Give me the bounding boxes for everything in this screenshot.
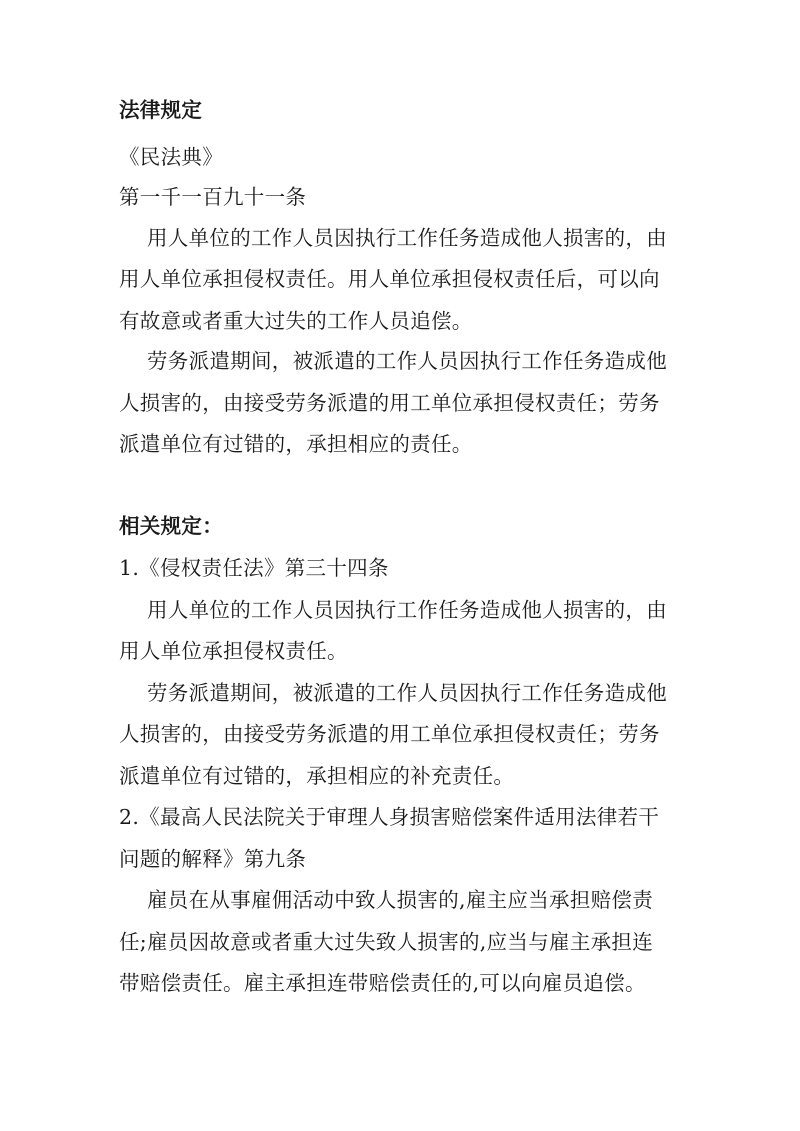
paragraph-line: 用人单位承担侵权责任。 bbox=[119, 639, 348, 663]
article-number: 第一千一百九十一条 bbox=[119, 185, 307, 209]
paragraph-line: 派遣单位有过错的，承担相应的责任。 bbox=[119, 432, 473, 456]
section-heading-legal-provisions: 法律规定 bbox=[119, 98, 203, 122]
item-title: 1.《侵权责任法》第三十四条 bbox=[119, 556, 389, 580]
item-title: 2.《最高人民法院关于审理人身损害赔偿案件适用法律若干 bbox=[119, 805, 660, 829]
paragraph-line: 用人单位的工作人员因执行工作任务造成他人损害的，由 bbox=[147, 598, 667, 622]
paragraph-line: 雇员在从事雇佣活动中致人损害的,雇主应当承担赔偿责 bbox=[147, 888, 654, 912]
item-title: 问题的解释》第九条 bbox=[119, 847, 307, 871]
law-name: 《民法典》 bbox=[119, 145, 223, 169]
paragraph-line: 用人单位承担侵权责任。用人单位承担侵权责任后，可以向 bbox=[119, 267, 660, 291]
paragraph-line: 用人单位的工作人员因执行工作任务造成他人损害的，由 bbox=[147, 226, 667, 250]
paragraph-line: 人损害的，由接受劳务派遣的用工单位承担侵权责任；劳务 bbox=[119, 722, 660, 746]
paragraph-line: 人损害的，由接受劳务派遣的用工单位承担侵权责任；劳务 bbox=[119, 391, 660, 415]
paragraph-line: 有故意或者重大过失的工作人员追偿。 bbox=[119, 309, 473, 333]
paragraph-line: 派遣单位有过错的，承担相应的补充责任。 bbox=[119, 764, 515, 788]
paragraph-line: 带赔偿责任。雇主承担连带赔偿责任的,可以向雇员追偿。 bbox=[119, 971, 646, 995]
paragraph-line: 劳务派遣期间，被派遣的工作人员因执行工作任务造成他 bbox=[147, 349, 667, 373]
paragraph-line: 劳务派遣期间，被派遣的工作人员因执行工作任务造成他 bbox=[147, 681, 667, 705]
section-heading-related-provisions: 相关规定： bbox=[119, 514, 223, 538]
paragraph-line: 任;雇员因故意或者重大过失致人损害的,应当与雇主承担连 bbox=[119, 930, 654, 954]
